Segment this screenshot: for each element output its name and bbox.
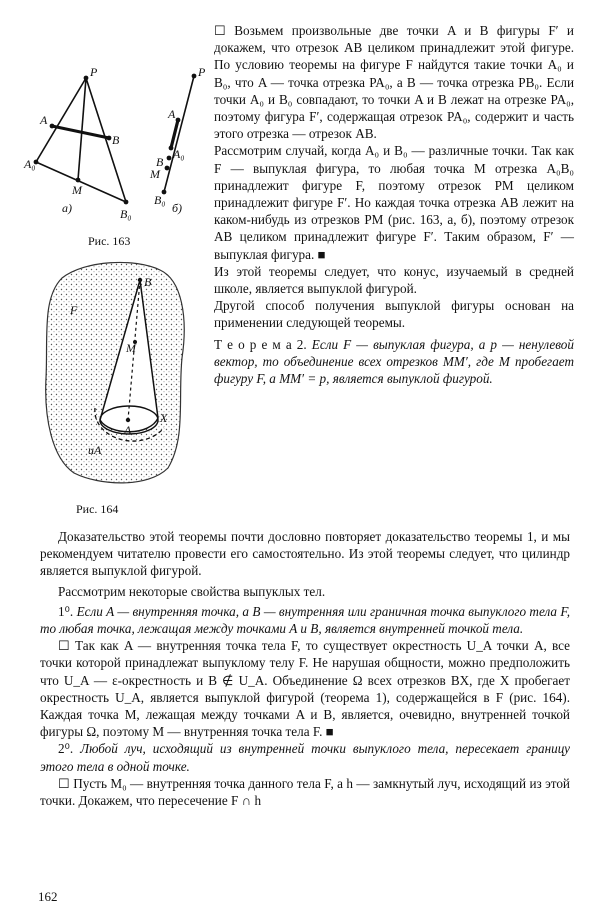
paragraph: Другой способ получения выпуклой фигуры основан на применении следующей теоремы. [214,298,574,331]
label-M-b: M [150,167,160,181]
property-2-number: 2⁰. [58,741,74,757]
theorem-2-body: Если F — выпуклая фигура, а p — ненулевой вектор, то объединение всех отрезков MM′, где M пробегает фигуру F, а MM′ = p, является выпуклой фигурой. [214,336,574,387]
label-b: б) [172,201,183,215]
line-PM [78,78,86,180]
line-AB [52,126,109,138]
label-a: а) [62,201,72,215]
label-F: F [70,303,78,317]
proof-1: ☐ Так как A — внутренняя точка тела F, то существует окрестность U_A точки A, все точки которой принадлежат выпуклому телу F. Не нарушая общности, можно предположить что U_A — ε-окрестность и B ∉ U_A. Объединение Ω всех отрезков BX, где X пробегает окрестность U_A, является выпуклой фигурой (теорема 1), содержащейся в F (рис. 164). Каждая точка M, лежащая между точками A и B, является, очевидно, внутренней точкой фигуры Ω, поэтому M — внутренняя точка тела F. ■ [40,638,570,740]
label-A-b: A [168,107,176,121]
full-width-text [40,528,570,809]
label-A-164: A [124,423,132,437]
label-A0-b: A₀ [173,147,185,161]
property-1-number: 1⁰. [58,603,74,619]
line-PB0 [86,78,126,202]
paragraph: Из этой теоремы следует, что конус, изучаемый в средней школе, является выпуклой фигурой. [214,263,574,297]
property-2 [40,740,570,774]
label-M-164: M [126,341,136,355]
label-A0: A₀ [24,157,36,171]
property-1-text: Если A — внутренняя точка, а B — внутренняя или граничная точка выпуклого тела F, то любая точка, лежащая между точками A и B, является внутренней точкой тела. [40,603,570,637]
label-UA-164: uA [88,443,102,457]
paragraph: ☐ Возьмем произвольные две точки A и B фигуры F′ и докажем, что отрезок AB целиком принадлежит этой фигуре. По условию теоремы на фигуре F найдутся такие точки A₀ и B₀, что A — точка отрезка PA₀, а B — точка отрезка PB₀. Если точки A₀ и B₀ совпадают, то точки A и B лежат на отрезке PA₀, поэтому фигура F′, содержащая отрезок PA₀, содержит и часть этого отрезка — отрезок AB. [214,23,574,142]
paragraph: Рассмотрим случай, когда A₀ и B₀ — различные точки. Так как F — выпуклая фигура, то любая точка M отрезка A₀B₀ принадлежит фигуре F, поэтому отрезок PM целиком принадлежит фигуре F′. Но каждая точка отрезка AB лежит на каком-нибудь из отрезков PM (рис. 163, а, б), поэтому отрезок AB целиком принадлежит фигуре F′. Таким образом, F′ — выпуклая фигура. ■ [214,143,574,262]
caption-164: Рис. 164 [76,502,119,516]
line-p-b [164,76,194,192]
theorem-2 [214,336,574,388]
label-X-164: X [160,411,168,425]
paragraph: Доказательство этой теоремы почти дословно повторяет доказательство теоремы 1, и мы рекомендуем читателю провести его самостоятельно. Из этой теоремы следует, что цилиндр является выпуклой фигурой. [40,529,570,579]
property-2-text: Любой луч, исходящий из внутренней точки выпуклого тела, пересекает границу этого тела в одной точке. [40,741,570,774]
paragraph: Рассмотрим некоторые свойства выпуклых тел. [58,583,326,599]
right-column [214,22,574,387]
label-B-b: B [156,155,164,169]
label-B0-b: B₀ [154,193,166,207]
page-number: 162 [38,889,58,904]
label-B-164: B [144,275,152,289]
label-M: M [72,183,82,197]
figure-163 [22,62,212,232]
theorem-2-head: Т е о р е м а 2. [214,336,307,352]
label-P-b: P [198,65,206,79]
label-B0: B₀ [120,207,132,221]
figure-164 [40,258,190,488]
caption-163: Рис. 163 [88,234,131,248]
label-B: B [112,133,120,147]
label-P: P [90,65,98,79]
label-A: A [40,113,48,127]
property-1 [40,603,570,637]
proof-2: ☐ Пусть M₀ — внутренняя точка данного тела F, а h — замкнутый луч, исходящий из этой точки. Докажем, что пересечение F ∩ h [40,775,570,809]
